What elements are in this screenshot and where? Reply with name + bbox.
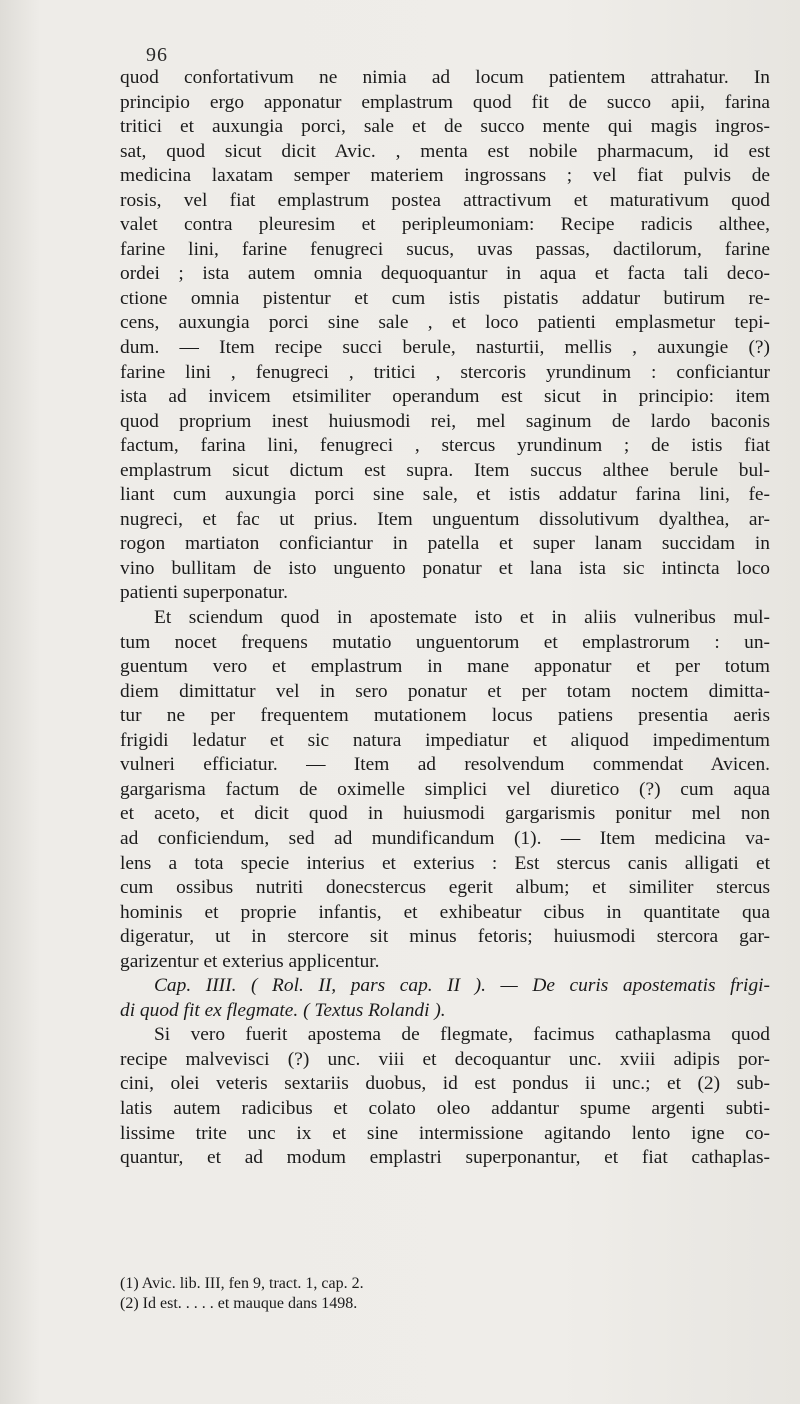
- text-line: latis autem radicibus et colato oleo addantur spume argenti subti-: [120, 1097, 770, 1119]
- text-line: guentum vero et emplastrum in mane apponatur et per totum: [120, 656, 770, 678]
- chapter-heading: [120, 974, 770, 1023]
- text-line: quantur, et ad modum emplastri superponantur, et fiat cathaplas-: [120, 1147, 770, 1169]
- text-line: cini, olei veteris sextariis duobus, id est pondus ii unc.; et (2) sub-: [120, 1073, 770, 1095]
- text-line: valet contra pleuresim et peripleumoniam: Recipe radicis althee,: [120, 214, 770, 236]
- text-line: lissime trite unc ix et sine intermissione agitando lento igne co-: [120, 1122, 770, 1144]
- text-line: tritici et auxungia porci, sale et de succo mente qui magis ingros-: [120, 116, 770, 138]
- text-line: patienti superponatur.: [120, 582, 289, 604]
- text-line: ad conficiendum, sed ad mundificandum (1). — Item medicina va-: [120, 827, 770, 849]
- text-line: dum. — Item recipe succi berule, nasturtii, mellis , auxungie (?): [120, 337, 770, 359]
- text-line: nugreci, et fac ut prius. Item unguentum dissolutivum dyalthea, ar-: [120, 508, 770, 530]
- text-line: cens, auxungia porci sine sale , et loco patienti emplasmetur tepi-: [120, 312, 770, 334]
- text-line: vino bullitam de isto unguento ponatur et lana ista sic intincta loco: [120, 557, 770, 579]
- text-line: digeratur, ut in stercore sit minus fetoris; huiusmodi stercora gar-: [120, 926, 770, 948]
- text-line: vulneri efficiatur. — Item ad resolvendum commendat Avicen.: [120, 754, 770, 776]
- text-line: et aceto, et dicit quod in huiusmodi gargarismis ponitur mel non: [120, 803, 770, 825]
- text-line: hominis et proprie infantis, et exhibeatur cibus in quantitate qua: [120, 901, 770, 923]
- footnote-1: (1) Avic. lib. III, fen 9, tract. 1, cap. 2.: [120, 1275, 364, 1292]
- text-line: rogon martiaton conficiantur in patella et super lanam succidam in: [120, 533, 770, 555]
- main-text: [120, 66, 770, 1171]
- text-line: recipe malvevisci (?) unc. viii et decoquantur unc. xviii adipis por-: [120, 1048, 770, 1070]
- text-line: quod confortativum ne nimia ad locum patientem attrahatur. In: [120, 67, 770, 88]
- text-line: cum ossibus nutriti donecstercus egerit album; et similiter stercus: [120, 877, 770, 899]
- text-line: diem dimittatur vel in sero ponatur et per totam noctem dimitta-: [120, 680, 770, 702]
- text-line: principio ergo apponatur emplastrum quod fit de succo apii, farina: [120, 91, 770, 113]
- footnotes: [120, 1274, 720, 1314]
- text-line: farine lini , fenugreci , tritici , stercoris yrundinum : conficiantur: [120, 361, 770, 383]
- paragraph-3: [120, 1023, 770, 1170]
- text-line: sat, quod sicut dicit Avic. , menta est nobile pharmacum, id est: [120, 140, 770, 162]
- text-line: ordei ; ista autem omnia dequoquantur in aqua et facta tali deco-: [120, 263, 770, 285]
- text-line: garizentur et exterius applicentur.: [120, 950, 380, 972]
- footnote-2: (2) Id est. . . . . et mauque dans 1498.: [120, 1295, 358, 1312]
- text-line: lens a tota specie interius et exterius : Est stercus canis alligati et: [120, 852, 770, 874]
- text-line: rosis, vel fiat emplastrum postea attractivum et maturativum quod: [120, 189, 770, 211]
- text-line: liant cum auxungia porci sine sale, et istis addatur farina lini, fe-: [120, 484, 770, 506]
- text-line: gargarisma factum de oximelle simplici vel diuretico (?) cum aqua: [120, 778, 770, 800]
- text-line: Cap. IIII. ( Rol. II, pars cap. II ). — De curis apostematis frigi-: [154, 975, 770, 997]
- text-line: medicina laxatam semper materiem ingrossans ; vel fiat pulvis de: [120, 165, 770, 187]
- text-line: ctione omnia pistentur et cum istis pistatis addatur butirum re-: [120, 287, 770, 309]
- text-line: tur ne per frequentem mutationem locus patiens presentia aeris: [120, 705, 770, 727]
- text-line: ista ad invicem etsimiliter operandum est sicut in principio: item: [120, 386, 770, 408]
- paragraph-1: [120, 66, 770, 606]
- page-number: 96: [146, 44, 168, 66]
- text-line: farine lini, farine fenugreci sucus, uvas passas, dactilorum, farine: [120, 238, 770, 260]
- text-line: Et sciendum quod in apostemate isto et in aliis vulneribus mul-: [154, 607, 770, 629]
- text-line: emplastrum sicut dictum est supra. Item succus althee berule bul-: [120, 459, 770, 481]
- text-line: tum nocet frequens mutatio unguentorum et emplastrorum : un-: [120, 631, 770, 653]
- text-line: factum, farina lini, fenugreci , stercus yrundinum ; de istis fiat: [120, 435, 770, 457]
- text-line: frigidi ledatur et sic natura impediatur et aliquod impedimentum: [120, 729, 770, 751]
- text-line: di quod fit ex flegmate. ( Textus Rolandi ).: [120, 999, 446, 1021]
- text-line: quod proprium inest huiusmodi rei, mel saginum de lardo baconis: [120, 410, 770, 432]
- text-line: Si vero fuerit apostema de flegmate, facimus cathaplasma quod: [154, 1024, 770, 1046]
- paragraph-2: [120, 606, 770, 974]
